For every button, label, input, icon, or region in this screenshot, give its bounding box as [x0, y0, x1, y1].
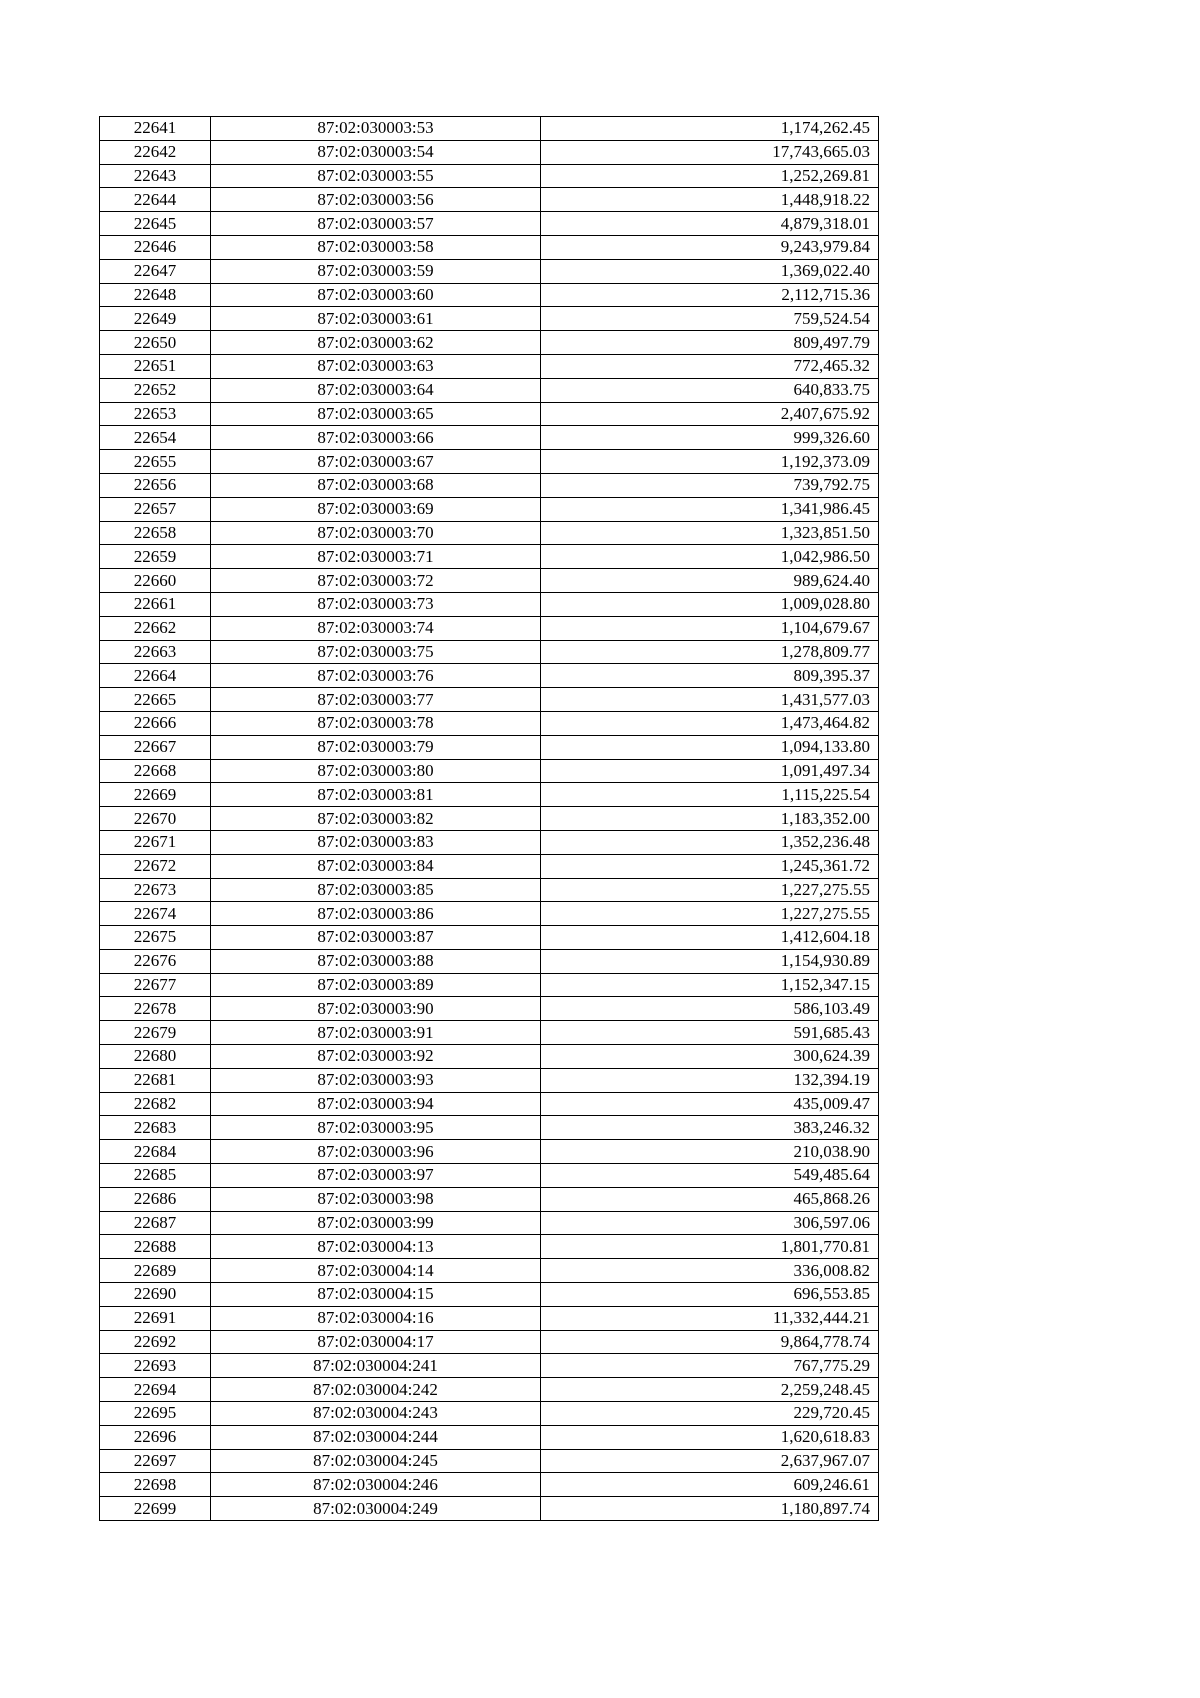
- cadastral-number-cell: 87:02:030004:246: [211, 1473, 541, 1497]
- cadastral-number-cell: 87:02:030003:91: [211, 1021, 541, 1045]
- cadastral-number-cell: 87:02:030003:68: [211, 473, 541, 497]
- value-cell: 772,465.32: [541, 354, 879, 378]
- table-row: [100, 1068, 879, 1092]
- table-row: [100, 1473, 879, 1497]
- cadastral-number-cell: 87:02:030003:85: [211, 878, 541, 902]
- table-row: [100, 1164, 879, 1188]
- value-cell: 809,395.37: [541, 664, 879, 688]
- row-number-cell: 22686: [100, 1187, 211, 1211]
- value-cell: 11,332,444.21: [541, 1306, 879, 1330]
- cadastral-number-cell: 87:02:030003:79: [211, 735, 541, 759]
- cadastral-number-cell: 87:02:030003:81: [211, 783, 541, 807]
- row-number-cell: 22678: [100, 997, 211, 1021]
- cadastral-number-cell: 87:02:030003:62: [211, 331, 541, 355]
- table-row: [100, 1402, 879, 1426]
- table-row: [100, 283, 879, 307]
- row-number-cell: 22675: [100, 926, 211, 950]
- cadastral-number-cell: 87:02:030003:95: [211, 1116, 541, 1140]
- row-number-cell: 22654: [100, 426, 211, 450]
- cadastral-number-cell: 87:02:030003:60: [211, 283, 541, 307]
- cadastral-number-cell: 87:02:030004:245: [211, 1449, 541, 1473]
- cadastral-number-cell: 87:02:030003:56: [211, 188, 541, 212]
- table-row: [100, 1092, 879, 1116]
- table-row: [100, 616, 879, 640]
- table-row: [100, 212, 879, 236]
- row-number-cell: 22669: [100, 783, 211, 807]
- table-row: [100, 497, 879, 521]
- value-cell: 1,245,361.72: [541, 854, 879, 878]
- cadastral-number-cell: 87:02:030003:54: [211, 140, 541, 164]
- row-number-cell: 22698: [100, 1473, 211, 1497]
- value-cell: 1,801,770.81: [541, 1235, 879, 1259]
- cadastral-number-cell: 87:02:030004:241: [211, 1354, 541, 1378]
- cadastral-number-cell: 87:02:030004:17: [211, 1330, 541, 1354]
- table-row: [100, 473, 879, 497]
- row-number-cell: 22676: [100, 949, 211, 973]
- cadastral-number-cell: 87:02:030003:73: [211, 592, 541, 616]
- table-row: [100, 997, 879, 1021]
- value-cell: 1,104,679.67: [541, 616, 879, 640]
- value-cell: 759,524.54: [541, 307, 879, 331]
- cadastral-number-cell: 87:02:030003:84: [211, 854, 541, 878]
- table-row: [100, 854, 879, 878]
- row-number-cell: 22685: [100, 1164, 211, 1188]
- table-row: [100, 640, 879, 664]
- row-number-cell: 22665: [100, 688, 211, 712]
- row-number-cell: 22695: [100, 1402, 211, 1426]
- row-number-cell: 22696: [100, 1425, 211, 1449]
- cadastral-number-cell: 87:02:030003:76: [211, 664, 541, 688]
- value-cell: 2,637,967.07: [541, 1449, 879, 1473]
- cadastral-number-cell: 87:02:030003:92: [211, 1045, 541, 1069]
- table-row: [100, 307, 879, 331]
- cadastral-number-cell: 87:02:030003:99: [211, 1211, 541, 1235]
- cadastral-number-cell: 87:02:030003:83: [211, 830, 541, 854]
- value-cell: 1,174,262.45: [541, 117, 879, 141]
- table-row: [100, 1497, 879, 1521]
- cadastral-number-cell: 87:02:030003:90: [211, 997, 541, 1021]
- value-cell: 1,412,604.18: [541, 926, 879, 950]
- row-number-cell: 22674: [100, 902, 211, 926]
- table-row: [100, 807, 879, 831]
- cadastral-number-cell: 87:02:030003:65: [211, 402, 541, 426]
- table-row: [100, 402, 879, 426]
- value-cell: 1,341,986.45: [541, 497, 879, 521]
- value-cell: 767,775.29: [541, 1354, 879, 1378]
- table-row: [100, 711, 879, 735]
- table-row: [100, 569, 879, 593]
- row-number-cell: 22643: [100, 164, 211, 188]
- cadastral-number-cell: 87:02:030003:72: [211, 569, 541, 593]
- table-row: [100, 450, 879, 474]
- cadastral-number-cell: 87:02:030003:71: [211, 545, 541, 569]
- cadastral-number-cell: 87:02:030003:57: [211, 212, 541, 236]
- value-cell: 549,485.64: [541, 1164, 879, 1188]
- row-number-cell: 22684: [100, 1140, 211, 1164]
- cadastral-number-cell: 87:02:030003:61: [211, 307, 541, 331]
- cadastral-number-cell: 87:02:030004:14: [211, 1259, 541, 1283]
- table-body: [100, 117, 879, 1521]
- value-cell: 1,154,930.89: [541, 949, 879, 973]
- value-cell: 306,597.06: [541, 1211, 879, 1235]
- table-row: [100, 354, 879, 378]
- cadastral-number-cell: 87:02:030003:53: [211, 117, 541, 141]
- row-number-cell: 22653: [100, 402, 211, 426]
- row-number-cell: 22642: [100, 140, 211, 164]
- value-cell: 1,183,352.00: [541, 807, 879, 831]
- value-cell: 210,038.90: [541, 1140, 879, 1164]
- value-cell: 17,743,665.03: [541, 140, 879, 164]
- value-cell: 1,227,275.55: [541, 878, 879, 902]
- data-table: [99, 116, 879, 1521]
- row-number-cell: 22699: [100, 1497, 211, 1521]
- cadastral-number-cell: 87:02:030004:15: [211, 1283, 541, 1307]
- table-row: [100, 783, 879, 807]
- table-row: [100, 1449, 879, 1473]
- row-number-cell: 22661: [100, 592, 211, 616]
- row-number-cell: 22659: [100, 545, 211, 569]
- table-row: [100, 117, 879, 141]
- value-cell: 2,407,675.92: [541, 402, 879, 426]
- value-cell: 1,448,918.22: [541, 188, 879, 212]
- table-row: [100, 664, 879, 688]
- cadastral-number-cell: 87:02:030003:93: [211, 1068, 541, 1092]
- value-cell: 739,792.75: [541, 473, 879, 497]
- value-cell: 1,091,497.34: [541, 759, 879, 783]
- row-number-cell: 22692: [100, 1330, 211, 1354]
- value-cell: 1,094,133.80: [541, 735, 879, 759]
- value-cell: 591,685.43: [541, 1021, 879, 1045]
- cadastral-number-cell: 87:02:030003:96: [211, 1140, 541, 1164]
- table-row: [100, 592, 879, 616]
- value-cell: 300,624.39: [541, 1045, 879, 1069]
- value-cell: 1,009,028.80: [541, 592, 879, 616]
- row-number-cell: 22658: [100, 521, 211, 545]
- cadastral-number-cell: 87:02:030003:63: [211, 354, 541, 378]
- row-number-cell: 22655: [100, 450, 211, 474]
- table-row: [100, 1021, 879, 1045]
- table-row: [100, 688, 879, 712]
- row-number-cell: 22680: [100, 1045, 211, 1069]
- table-row: [100, 521, 879, 545]
- table-row: [100, 1211, 879, 1235]
- row-number-cell: 22668: [100, 759, 211, 783]
- cadastral-number-cell: 87:02:030003:94: [211, 1092, 541, 1116]
- row-number-cell: 22648: [100, 283, 211, 307]
- value-cell: 809,497.79: [541, 331, 879, 355]
- row-number-cell: 22673: [100, 878, 211, 902]
- value-cell: 1,227,275.55: [541, 902, 879, 926]
- table-row: [100, 1116, 879, 1140]
- table-row: [100, 759, 879, 783]
- table-row: [100, 331, 879, 355]
- table-row: [100, 1045, 879, 1069]
- value-cell: 1,473,464.82: [541, 711, 879, 735]
- table-row: [100, 1330, 879, 1354]
- cadastral-number-cell: 87:02:030004:13: [211, 1235, 541, 1259]
- table-row: [100, 188, 879, 212]
- row-number-cell: 22651: [100, 354, 211, 378]
- cadastral-number-cell: 87:02:030003:66: [211, 426, 541, 450]
- row-number-cell: 22663: [100, 640, 211, 664]
- table-row: [100, 735, 879, 759]
- row-number-cell: 22660: [100, 569, 211, 593]
- table-row: [100, 1187, 879, 1211]
- cadastral-number-cell: 87:02:030003:75: [211, 640, 541, 664]
- table-row: [100, 378, 879, 402]
- table-row: [100, 1425, 879, 1449]
- row-number-cell: 22646: [100, 235, 211, 259]
- cadastral-number-cell: 87:02:030003:89: [211, 973, 541, 997]
- row-number-cell: 22652: [100, 378, 211, 402]
- value-cell: 999,326.60: [541, 426, 879, 450]
- row-number-cell: 22641: [100, 117, 211, 141]
- table-row: [100, 926, 879, 950]
- cadastral-number-cell: 87:02:030003:58: [211, 235, 541, 259]
- table-row: [100, 1140, 879, 1164]
- value-cell: 1,180,897.74: [541, 1497, 879, 1521]
- row-number-cell: 22693: [100, 1354, 211, 1378]
- value-cell: 640,833.75: [541, 378, 879, 402]
- value-cell: 989,624.40: [541, 569, 879, 593]
- row-number-cell: 22649: [100, 307, 211, 331]
- row-number-cell: 22689: [100, 1259, 211, 1283]
- row-number-cell: 22690: [100, 1283, 211, 1307]
- table-row: [100, 902, 879, 926]
- cadastral-number-cell: 87:02:030003:67: [211, 450, 541, 474]
- table-row: [100, 1306, 879, 1330]
- cadastral-number-cell: 87:02:030004:249: [211, 1497, 541, 1521]
- table-row: [100, 830, 879, 854]
- table-row: [100, 1378, 879, 1402]
- table-row: [100, 235, 879, 259]
- table-row: [100, 949, 879, 973]
- cadastral-number-cell: 87:02:030003:87: [211, 926, 541, 950]
- cadastral-number-cell: 87:02:030003:97: [211, 1164, 541, 1188]
- cadastral-number-cell: 87:02:030003:64: [211, 378, 541, 402]
- row-number-cell: 22694: [100, 1378, 211, 1402]
- value-cell: 1,431,577.03: [541, 688, 879, 712]
- value-cell: 1,620,618.83: [541, 1425, 879, 1449]
- cadastral-number-cell: 87:02:030003:77: [211, 688, 541, 712]
- table-row: [100, 140, 879, 164]
- value-cell: 4,879,318.01: [541, 212, 879, 236]
- table-row: [100, 545, 879, 569]
- cadastral-number-cell: 87:02:030004:242: [211, 1378, 541, 1402]
- row-number-cell: 22664: [100, 664, 211, 688]
- cadastral-number-cell: 87:02:030004:243: [211, 1402, 541, 1426]
- table-row: [100, 973, 879, 997]
- row-number-cell: 22679: [100, 1021, 211, 1045]
- cadastral-number-cell: 87:02:030003:59: [211, 259, 541, 283]
- value-cell: 1,369,022.40: [541, 259, 879, 283]
- cadastral-number-cell: 87:02:030003:82: [211, 807, 541, 831]
- cadastral-number-cell: 87:02:030003:86: [211, 902, 541, 926]
- cadastral-number-cell: 87:02:030003:74: [211, 616, 541, 640]
- row-number-cell: 22691: [100, 1306, 211, 1330]
- row-number-cell: 22657: [100, 497, 211, 521]
- row-number-cell: 22656: [100, 473, 211, 497]
- row-number-cell: 22688: [100, 1235, 211, 1259]
- table-row: [100, 878, 879, 902]
- table-row: [100, 1283, 879, 1307]
- cadastral-number-cell: 87:02:030003:98: [211, 1187, 541, 1211]
- row-number-cell: 22666: [100, 711, 211, 735]
- value-cell: 1,152,347.15: [541, 973, 879, 997]
- table-row: [100, 259, 879, 283]
- value-cell: 1,115,225.54: [541, 783, 879, 807]
- value-cell: 2,259,248.45: [541, 1378, 879, 1402]
- value-cell: 696,553.85: [541, 1283, 879, 1307]
- cadastral-number-cell: 87:02:030004:244: [211, 1425, 541, 1449]
- value-cell: 2,112,715.36: [541, 283, 879, 307]
- cadastral-number-cell: 87:02:030003:88: [211, 949, 541, 973]
- value-cell: 336,008.82: [541, 1259, 879, 1283]
- row-number-cell: 22671: [100, 830, 211, 854]
- cadastral-number-cell: 87:02:030003:55: [211, 164, 541, 188]
- row-number-cell: 22667: [100, 735, 211, 759]
- value-cell: 9,864,778.74: [541, 1330, 879, 1354]
- row-number-cell: 22650: [100, 331, 211, 355]
- value-cell: 1,252,269.81: [541, 164, 879, 188]
- row-number-cell: 22682: [100, 1092, 211, 1116]
- row-number-cell: 22662: [100, 616, 211, 640]
- cadastral-number-cell: 87:02:030004:16: [211, 1306, 541, 1330]
- row-number-cell: 22670: [100, 807, 211, 831]
- row-number-cell: 22644: [100, 188, 211, 212]
- value-cell: 132,394.19: [541, 1068, 879, 1092]
- value-cell: 383,246.32: [541, 1116, 879, 1140]
- row-number-cell: 22645: [100, 212, 211, 236]
- cadastral-number-cell: 87:02:030003:80: [211, 759, 541, 783]
- row-number-cell: 22683: [100, 1116, 211, 1140]
- value-cell: 1,278,809.77: [541, 640, 879, 664]
- value-cell: 586,103.49: [541, 997, 879, 1021]
- value-cell: 9,243,979.84: [541, 235, 879, 259]
- value-cell: 465,868.26: [541, 1187, 879, 1211]
- row-number-cell: 22687: [100, 1211, 211, 1235]
- cadastral-number-cell: 87:02:030003:70: [211, 521, 541, 545]
- cadastral-number-cell: 87:02:030003:78: [211, 711, 541, 735]
- row-number-cell: 22697: [100, 1449, 211, 1473]
- row-number-cell: 22672: [100, 854, 211, 878]
- row-number-cell: 22681: [100, 1068, 211, 1092]
- value-cell: 1,352,236.48: [541, 830, 879, 854]
- value-cell: 1,192,373.09: [541, 450, 879, 474]
- value-cell: 1,042,986.50: [541, 545, 879, 569]
- table-row: [100, 1235, 879, 1259]
- row-number-cell: 22677: [100, 973, 211, 997]
- table-row: [100, 426, 879, 450]
- cadastral-number-cell: 87:02:030003:69: [211, 497, 541, 521]
- value-cell: 229,720.45: [541, 1402, 879, 1426]
- value-cell: 1,323,851.50: [541, 521, 879, 545]
- value-cell: 609,246.61: [541, 1473, 879, 1497]
- table-row: [100, 1259, 879, 1283]
- row-number-cell: 22647: [100, 259, 211, 283]
- value-cell: 435,009.47: [541, 1092, 879, 1116]
- table-row: [100, 1354, 879, 1378]
- table-row: [100, 164, 879, 188]
